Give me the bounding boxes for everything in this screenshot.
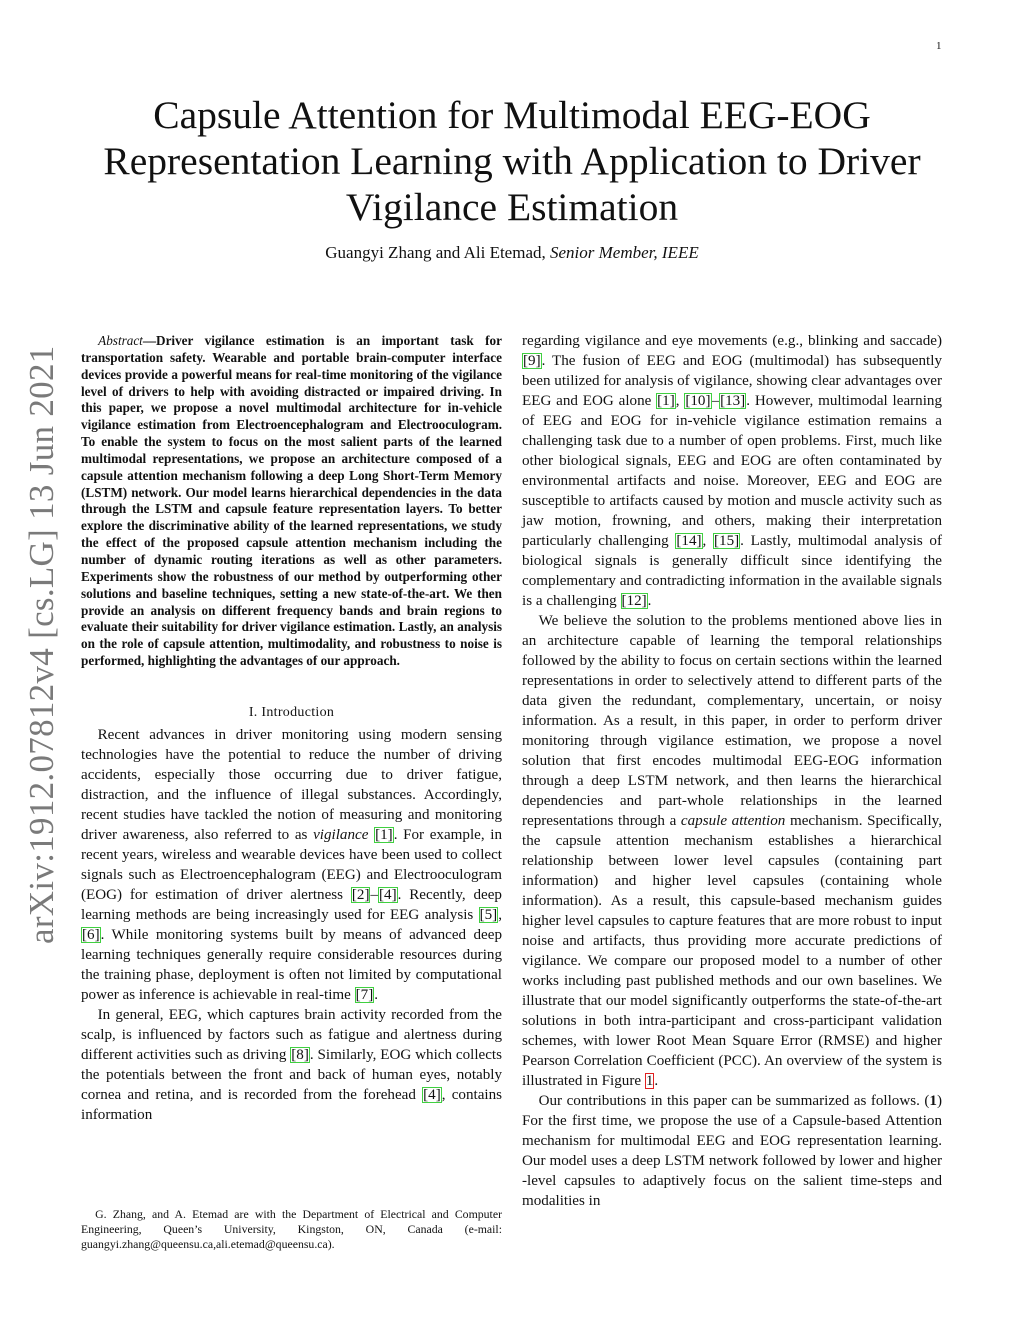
text-run: . Similarly, EOG which collects the potentials between the front and back of human eyes, notably cornea and retina, and is recorded from the forehead bbox=[81, 1046, 502, 1103]
citation-link[interactable]: [4] bbox=[423, 1086, 441, 1103]
text-run: . However, multimodal learning of EEG and EOG for in-vehicle vigilance estimation remains a challenging task due to a number of open problems. First, much like other biological signals, EEG and EOG are often contaminated by environmental artifacts and noise. Moreover, EEG and EOG are susceptible to artifacts caused by motion and muscle activity such as jaw motion, frowning, and others, making their interpretation particularly challenging bbox=[522, 393, 943, 549]
text-run: . The fusion of EEG and EOG (multimodal) has subsequently been utilized for analysis of vigilance, showing clear advantages over EEG and EOG alone bbox=[522, 353, 942, 409]
text-run: Recent advances in driver monitoring using modern sensing technologies have the potential to reduce the number of driving accidents, especially those occurring due to driver fatigue, distraction, and the influence of illegal substances. Accordingly, recent studies have tackled the notion of measuring and monitoring driver awareness, also referred to as bbox=[81, 726, 502, 843]
citation-link[interactable]: [4] bbox=[379, 886, 397, 903]
author-line bbox=[80, 243, 944, 263]
abstract-text: —Driver vigilance estimation is an important task for transportation safety. Wearable and portable brain-computer interface devices provide a powerful means for real-time monitoring of the vigilance level of drivers to help with avoiding distracted or impaired driving. In this paper, we propose a novel multimodal architecture for in-vehicle vigilance estimation from Electroencephalogram and Electrooculogram. To enable the system to focus on the most salient parts of the learned multimodal representations, we propose an architecture composed of a capsule attention mechanism following a deep Long Short-Term Memory (LSTM) network. Our model learns hierarchical dependencies in the data through the LSTM and capsule feature representation layers. To better explore the discriminative ability of the learned representations, we study the effect of the proposed capsule attention mechanism including the number of dynamic routing iterations as well as other parameters. Experiments show the robustness of our method by outperforming other solutions and baseline techniques, setting a new state-of-the-art. We then provide an analysis on different frequency bands and brain regions to evaluate their suitability for driver vigilance estimation. Lastly, an analysis on the role of capsule attention, multimodality, and robustness to noise is performed, highlighting the advantages of our approach. bbox=[81, 333, 502, 669]
text-run: We believe the solution to the problems mentioned above lies in an architecture capable of learning the temporal relationships followed by the ability to focus on certain sections within the learned representations in order to selectively attend to different parts of the data given the redundant, complementary, uncertain, or noisy information. As a result, in this paper, in order to perform driver monitoring through vigilance estimation, we propose a novel solution that first encodes multimodal EEG-EOG information through a deep LSTM network, and then learns the hierarchical dependencies and part-whole relationships in the learned representations through a bbox=[522, 613, 942, 829]
intro-paragraph-4 bbox=[522, 611, 942, 1091]
citation-link[interactable]: [15] bbox=[714, 533, 740, 549]
text-run: mechanism. Specifically, the capsule attention mechanism establishes a hierarchical relationship between lower level capsules (containing part information) and higher level capsules (containing whole information). As a result, this capsule-based mechanism guides higher level capsules to capture features that are more robust to input noise and artifacts, thus providing more accurate predictions of vigilance. We compare our proposed model to a number of other works including past published methods and our own baselines. We illustrate that our model significantly outperforms the state-of-the-art solutions in both intra-participant and cross-participant validation schemes, with lower Root Mean Square Error (RMSE) and higher Pearson Correlation Coefficient (PCC). An overview of the system is illustrated in Figure bbox=[522, 813, 942, 1089]
text-run: . While monitoring systems built by means of advanced deep learning techniques generally require considerable resources during the training phase, deployment is often not limited by computational power as inference is achievable in real-time bbox=[81, 926, 502, 1003]
figure-reference-link[interactable]: 1 bbox=[645, 1073, 654, 1089]
text-run: . Recently, deep learning methods are being increasingly used for EEG analysis bbox=[81, 886, 502, 923]
text-run: – bbox=[711, 393, 720, 409]
citation-link[interactable]: [7] bbox=[355, 986, 374, 1003]
text-run: . bbox=[647, 593, 652, 609]
page-number: 1 bbox=[936, 40, 942, 52]
citation-link[interactable]: [12] bbox=[621, 593, 647, 609]
text-run: , contains information bbox=[81, 1086, 503, 1123]
author-affiliation-footnote: G. Zhang, and A. Etemad are with the Department of Electrical and Computer Engineering, Queen’s University, Kingston, ON, Canada (e-mail: guangyi.zhang@queensu.ca,ali.etemad@queensu.ca). bbox=[81, 1207, 502, 1251]
arxiv-identifier-stamp[interactable]: arXiv:1912.07812v4 [cs.LG] 13 Jun 2021 bbox=[22, 345, 61, 944]
intro-paragraph-1 bbox=[81, 725, 502, 1005]
intro-paragraph-2 bbox=[81, 1005, 502, 1125]
text-run: In general, EEG, which captures brain activity recorded from the scalp, is influenced by factors such as fatigue and alertness during different activities such as driving bbox=[81, 1006, 502, 1063]
text-run: regarding vigilance and eye movements (e.g., blinking and saccade) bbox=[522, 333, 942, 349]
section-heading-introduction: I. Introduction bbox=[248, 704, 335, 720]
text-run: , bbox=[498, 906, 502, 923]
paper-title: Capsule Attention for Multimodal EEG-EOG Representation Learning with Application to Driver Vigilance Estimation bbox=[103, 93, 921, 229]
citation-link[interactable]: [6] bbox=[82, 926, 100, 943]
text-run: , bbox=[702, 533, 713, 549]
text-run: . bbox=[654, 1073, 659, 1089]
abstract-label: Abstract bbox=[98, 333, 143, 348]
citation-link[interactable]: [1] bbox=[657, 393, 675, 409]
citation-link[interactable]: [5] bbox=[479, 906, 498, 923]
intro-paragraph-3 bbox=[522, 331, 942, 611]
citation-link[interactable]: [2] bbox=[351, 886, 370, 903]
citation-link[interactable]: [14] bbox=[676, 533, 702, 549]
text-emphasis: capsule attention bbox=[680, 813, 786, 829]
citation-link[interactable]: [10] bbox=[685, 393, 711, 409]
text-run: – bbox=[370, 886, 379, 903]
abstract bbox=[81, 333, 502, 670]
text-run: ) For the first time, we propose the use of a Capsule-based Attention mechanism for multimodal EEG and EOG representation learning. Our model uses a deep LSTM network followed by lower and higher -level capsules to adaptively focus on the salient time-steps and modalities in bbox=[522, 1093, 942, 1209]
citation-link[interactable]: [8] bbox=[291, 1046, 309, 1063]
right-column bbox=[522, 331, 942, 1211]
author-names: Guangyi Zhang and Ali Etemad, bbox=[325, 243, 546, 262]
intro-paragraph-5 bbox=[522, 1091, 942, 1211]
text-run: , bbox=[675, 393, 685, 409]
citation-link[interactable]: [9] bbox=[523, 353, 541, 369]
text-emphasis: vigilance bbox=[313, 826, 369, 843]
text-run: . For example, in recent years, wireless and wearable devices have been used to collect signals such as Electroencephalogram (EEG) and Electrooculogram (EOG) for estimation of driver alertness bbox=[81, 826, 503, 903]
text-run: . bbox=[374, 986, 379, 1003]
citation-link[interactable]: [13] bbox=[720, 393, 746, 409]
left-column bbox=[81, 333, 502, 1125]
author-membership: Senior Member, IEEE bbox=[550, 243, 699, 262]
text-run: Our contributions in this paper can be summarized as follows. ( bbox=[538, 1093, 930, 1109]
text-bold: 1 bbox=[929, 1093, 937, 1109]
citation-link[interactable]: [1] bbox=[375, 826, 393, 843]
text-run: . Lastly, multimodal analysis of biological signals is generally difficult since identifying the complementary and contradicting information in the available signals is a challenging bbox=[522, 533, 943, 609]
